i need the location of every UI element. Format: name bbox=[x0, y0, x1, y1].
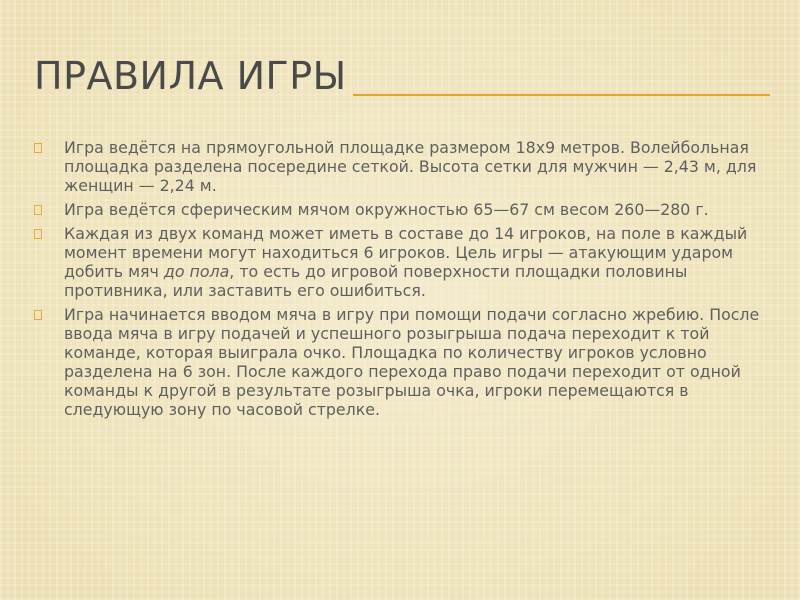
bullet-item bbox=[34, 305, 774, 419]
hollow-square-bullet-icon bbox=[34, 229, 42, 239]
bullet-item bbox=[34, 200, 774, 219]
bullet-list bbox=[34, 138, 774, 424]
bullet-item bbox=[34, 138, 774, 195]
bullet-text-italic: до пола bbox=[163, 262, 230, 281]
bullet-text: Игра начинается вводом мяча в игру при помощи подачи согласно жребию. После ввода мяча в игру подачей и успешного розыгрыша подача переходит к той команде, которая выиграла очко. Площадка по количеству игроков условно разделена на 6 зон. После каждого перехода право подачи переходит от одной команды к другой в результате розыгрыша очка, игроки перемещаются в следующую зону по часовой стрелке. bbox=[64, 305, 760, 419]
hollow-square-bullet-icon bbox=[34, 310, 42, 320]
bullet-text: , то есть до игровой поверхности площадки половины противника, или заставить его ошибиться. bbox=[64, 262, 688, 300]
hollow-square-bullet-icon bbox=[34, 205, 42, 215]
hollow-square-bullet-icon bbox=[34, 143, 42, 153]
bullet-text: Каждая из двух команд может иметь в составе до 14 игроков, на поле в каждый момент времени могут находиться 6 игроков. Цель игры — атакующим ударом добить мяч bbox=[64, 224, 748, 281]
bullet-text: Игра ведётся сферическим мячом окружностью 65—67 см весом 260—280 г. bbox=[64, 200, 709, 219]
title-divider bbox=[353, 94, 770, 96]
bullet-text: Игра ведётся на прямоугольной площадке размером 18х9 метров. Волейбольная площадка разделена посередине сеткой. Высота сетки для мужчин — 2,43 м, для женщин — 2,24 м. bbox=[64, 138, 757, 195]
slide-title: ПРАВИЛА ИГРЫ bbox=[34, 54, 347, 98]
bullet-item bbox=[34, 224, 774, 300]
